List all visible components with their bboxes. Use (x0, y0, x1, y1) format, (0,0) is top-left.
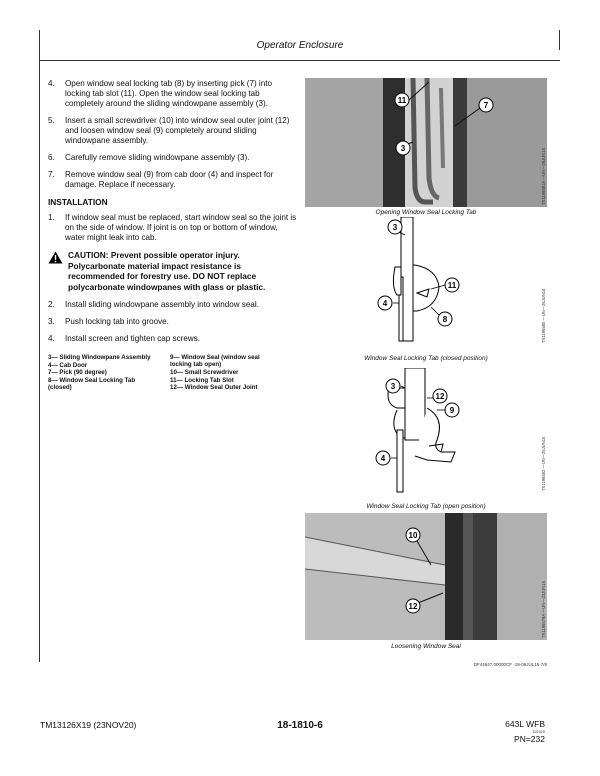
figure-locking-tab-closed (305, 217, 547, 347)
figure-caption: Opening Window Seal Locking Tab (375, 209, 477, 216)
figure-code: TX1196582 —UN—25JUN15 (541, 436, 546, 491)
figure-caption: Window Seal Locking Tab (open position) (366, 503, 486, 510)
legend-item: 3— Sliding Windowpane Assembly (48, 354, 151, 361)
legend-column-right (170, 354, 282, 392)
document-identifier: DF44647,00000CF -19-06JUL15-7/8 (473, 662, 547, 667)
legend-item: 9— Window Seal (window seal locking tab open) (170, 354, 260, 369)
callout-label: 11 (447, 281, 457, 290)
installation-steps-a (48, 213, 298, 243)
step-item: 6. Carefully remove sliding windowpane assembly (3). (48, 153, 250, 162)
footer-manual-number: TM13126X19 (23NOV20) (40, 720, 137, 730)
figure-locking-tab-open (305, 368, 547, 498)
footer-pn: PN=232 (514, 734, 545, 744)
figure-code: TX1196580 —UN—26JUN15 (541, 288, 546, 343)
closed-position-diagram (305, 217, 547, 347)
figure-opening-locking-tab (305, 78, 547, 207)
open-position-diagram (305, 368, 547, 498)
legend-column-left (48, 354, 160, 392)
callout-label: 8 (442, 315, 448, 324)
callout-label: 9 (449, 406, 455, 415)
callout-label: 3 (392, 223, 398, 232)
callout-label: 4 (382, 299, 388, 308)
parts-legend (48, 354, 298, 392)
header-rule (39, 60, 560, 61)
callout-label: 3 (400, 144, 406, 153)
locking-tab-photo (305, 78, 547, 207)
step-item: 5. Insert a small screwdriver (10) into window seal outer joint (12) and loosen window seal (9) completely around sliding windowpane assembly. (48, 116, 290, 145)
warning-triangle-icon (48, 251, 63, 264)
callout-label: 10 (408, 531, 418, 540)
callout-label: 12 (435, 392, 445, 401)
footer-model-info (505, 719, 545, 744)
legend-item: 11— Locking Tab Slot (170, 376, 234, 384)
step-item: 4. Install screen and tighten cap screws. (48, 334, 200, 343)
footer-page-number: 18-1810-6 (277, 720, 323, 731)
figure-code: TX1196579A —UN—23JUN15 (541, 581, 546, 638)
legend-item: 8— Window Seal Locking Tab (closed) (48, 377, 136, 392)
step-item: 3. Push locking tab into groove. (48, 317, 169, 326)
caution-notice (48, 250, 298, 292)
legend-item: 4— Cab Door (48, 361, 88, 369)
figure-code: TX1196581A —UN—26JUN15 (541, 148, 546, 205)
figure-caption: Window Seal Locking Tab (closed position) (364, 355, 488, 362)
callout-label: 3 (390, 382, 396, 391)
legend-item: 7— Pick (90 degree) (48, 369, 107, 377)
installation-steps-b (48, 300, 298, 344)
caution-text: CAUTION: Prevent possible operator injury. Polycarbonate material impact resistance is recommended for forestry use. DO NOT replace polycarbonate windowpanes with glass or plastic. (68, 250, 266, 292)
footer-model: 643L WFB (505, 719, 545, 729)
callout-label: 7 (483, 101, 489, 110)
legend-item: 10— Small Screwdriver (170, 368, 239, 376)
step-item: 2. Install sliding windowpane assembly into window seal. (48, 300, 259, 309)
frame-left-rule (39, 30, 40, 662)
instructions-column (48, 79, 298, 392)
callout-label: 4 (380, 454, 386, 463)
step-item: 4. Open window seal locking tab (8) by inserting pick (7) into locking tab slot (11). Open the window seal locking tab completely around the sliding windowpane assembly (3). (48, 79, 272, 108)
page-header-title: Operator Enclosure (256, 40, 344, 51)
installation-heading: INSTALLATION (48, 197, 108, 207)
callout-label: 12 (408, 602, 418, 611)
figure-caption: Loosening Window Seal (391, 643, 461, 650)
removal-steps (48, 79, 298, 190)
callout-label: 11 (397, 96, 407, 105)
legend-item: 12— Window Seal Outer Joint (170, 384, 258, 392)
step-item: 1. If window seal must be replaced, start window seal so the joint is on the side of window. If joint is on top or bottom of window, water might leak into cab. (48, 213, 297, 242)
footer-code: 110320 (531, 729, 545, 734)
figure-loosening-window-seal (305, 513, 547, 640)
step-item: 7. Remove window seal (9) from cab door (4) and inspect for damage. Replace if necessary. (48, 170, 274, 189)
loosening-seal-photo (305, 513, 547, 640)
